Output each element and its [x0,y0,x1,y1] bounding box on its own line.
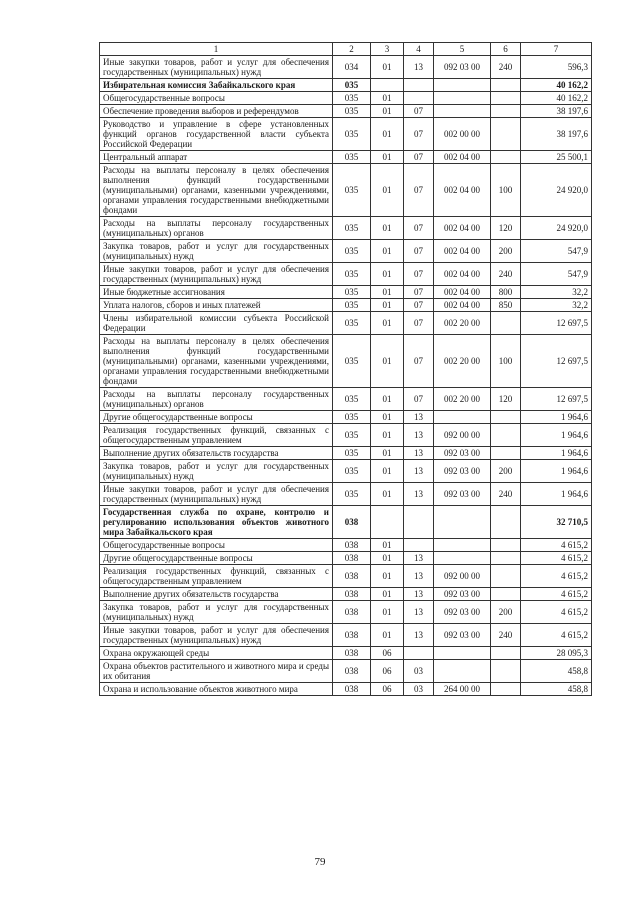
row-code-cell-c7: 38 197,6 [521,105,592,118]
row-code-cell-c2: 035 [333,299,371,312]
table-row [100,286,592,299]
table-row [100,151,592,164]
row-code-cell-c3: 01 [371,164,404,217]
row-code-cell-c4: 13 [404,56,434,79]
table-row [100,335,592,388]
row-code-cell-c4: 07 [404,164,434,217]
row-code-cell-c5: 002 04 00 [434,286,491,299]
row-code-cell-c5: 092 03 00 [434,588,491,601]
row-code-cell-c6 [491,424,521,447]
row-code-cell-c2: 035 [333,447,371,460]
row-code-cell-c3: 01 [371,588,404,601]
row-code-cell-c4: 13 [404,411,434,424]
row-code-cell-c6 [491,683,521,696]
row-code-cell-c7: 32 710,5 [521,506,592,539]
row-code-cell-c5 [434,647,491,660]
table-row [100,79,592,92]
row-code-cell-c7: 32,2 [521,299,592,312]
row-code-cell-c4: 07 [404,105,434,118]
row-code-cell-c5: 002 04 00 [434,299,491,312]
table-row [100,483,592,506]
row-code-cell-c6 [491,447,521,460]
row-code-cell-c2: 035 [333,164,371,217]
row-code-cell-c7: 1 964,6 [521,411,592,424]
row-code-cell-c7: 28 095,3 [521,647,592,660]
row-code-cell-c3: 01 [371,312,404,335]
row-code-cell-c5 [434,105,491,118]
row-code-cell-c2: 035 [333,263,371,286]
row-code-cell-c4: 13 [404,424,434,447]
row-code-cell-c6 [491,552,521,565]
row-code-cell-c7: 24 920,0 [521,164,592,217]
row-code-cell-c4: 07 [404,286,434,299]
table-row [100,565,592,588]
row-code-cell-c5: 002 20 00 [434,335,491,388]
row-name-cell: Иные закупки товаров, работ и услуг для обеспечения государственных (муниципальных) нужд [100,624,333,647]
table-row [100,411,592,424]
table-row [100,217,592,240]
row-code-cell-c7: 4 615,2 [521,624,592,647]
row-code-cell-c5: 092 00 00 [434,565,491,588]
row-code-cell-c6 [491,660,521,683]
row-name-cell: Руководство и управление в сфере установленных функций органов государственной власти субъекта Российской Федерации [100,118,333,151]
row-code-cell-c3: 01 [371,299,404,312]
header-cell: 7 [521,43,592,56]
row-code-cell-c2: 035 [333,105,371,118]
row-code-cell-c2: 038 [333,601,371,624]
row-name-cell: Уплата налогов, сборов и иных платежей [100,299,333,312]
row-code-cell-c4: 03 [404,660,434,683]
row-name-cell: Расходы на выплаты персоналу в целях обеспечения выполнения функций государственными (муниципальными) органами, казенными учреждениями, органами управления государственными внебюджетными фондами [100,335,333,388]
table-row [100,388,592,411]
row-code-cell-c6: 240 [491,263,521,286]
row-code-cell-c2: 035 [333,460,371,483]
row-code-cell-c5 [434,660,491,683]
row-code-cell-c6 [491,79,521,92]
row-code-cell-c4: 07 [404,263,434,286]
row-code-cell-c7: 4 615,2 [521,539,592,552]
row-code-cell-c4: 03 [404,683,434,696]
row-code-cell-c4: 07 [404,335,434,388]
row-code-cell-c7: 1 964,6 [521,424,592,447]
row-code-cell-c3: 01 [371,92,404,105]
row-code-cell-c2: 035 [333,151,371,164]
row-code-cell-c5 [434,92,491,105]
row-code-cell-c2: 038 [333,552,371,565]
row-code-cell-c5 [434,411,491,424]
row-code-cell-c7: 25 500,1 [521,151,592,164]
row-code-cell-c4: 07 [404,240,434,263]
row-name-cell: Расходы на выплаты персоналу в целях обеспечения выполнения функций государственными (муниципальными) органами, казенными учреждениями, органами управления государственными внебюджетными фондами [100,164,333,217]
table-row [100,447,592,460]
table-row [100,460,592,483]
header-cell: 3 [371,43,404,56]
row-code-cell-c6 [491,647,521,660]
header-cell: 5 [434,43,491,56]
row-name-cell: Выполнение других обязательств государства [100,588,333,601]
row-code-cell-c5: 092 03 00 [434,447,491,460]
row-code-cell-c3: 01 [371,286,404,299]
row-code-cell-c4 [404,92,434,105]
row-code-cell-c2: 035 [333,286,371,299]
row-name-cell: Закупка товаров, работ и услуг для государственных (муниципальных) нужд [100,460,333,483]
row-code-cell-c2: 035 [333,92,371,105]
row-code-cell-c6: 200 [491,601,521,624]
row-code-cell-c2: 038 [333,565,371,588]
row-code-cell-c4: 07 [404,299,434,312]
row-code-cell-c7: 596,3 [521,56,592,79]
row-code-cell-c7: 1 964,6 [521,483,592,506]
row-code-cell-c7: 40 162,2 [521,92,592,105]
row-name-cell: Охрана объектов растительного и животного мира и среды их обитания [100,660,333,683]
budget-table [99,42,592,696]
row-code-cell-c3: 01 [371,388,404,411]
row-name-cell: Расходы на выплаты персоналу государственных (муниципальных) органов [100,388,333,411]
row-name-cell: Реализация государственных функций, связанных с общегосударственным управлением [100,424,333,447]
row-code-cell-c5: 002 20 00 [434,312,491,335]
row-code-cell-c4 [404,506,434,539]
row-code-cell-c7: 24 920,0 [521,217,592,240]
row-code-cell-c6 [491,118,521,151]
row-code-cell-c5: 002 04 00 [434,151,491,164]
header-cell: 6 [491,43,521,56]
header-cell: 1 [100,43,333,56]
row-code-cell-c5: 092 00 00 [434,424,491,447]
row-name-cell: Иные закупки товаров, работ и услуг для обеспечения государственных (муниципальных) нужд [100,483,333,506]
row-name-cell: Закупка товаров, работ и услуг для государственных (муниципальных) нужд [100,240,333,263]
row-code-cell-c5: 002 04 00 [434,263,491,286]
row-name-cell: Реализация государственных функций, связанных с общегосударственным управлением [100,565,333,588]
row-code-cell-c5: 092 03 00 [434,601,491,624]
row-code-cell-c4: 07 [404,312,434,335]
table-row [100,424,592,447]
row-code-cell-c2: 035 [333,424,371,447]
row-code-cell-c3: 01 [371,335,404,388]
row-name-cell: Иные закупки товаров, работ и услуг для обеспечения государственных (муниципальных) нужд [100,263,333,286]
row-code-cell-c7: 4 615,2 [521,588,592,601]
row-code-cell-c7: 547,9 [521,240,592,263]
table-row [100,588,592,601]
row-name-cell: Центральный аппарат [100,151,333,164]
row-code-cell-c7: 1 964,6 [521,447,592,460]
row-code-cell-c5 [434,552,491,565]
row-code-cell-c7: 32,2 [521,286,592,299]
table-row [100,105,592,118]
row-code-cell-c2: 034 [333,56,371,79]
row-code-cell-c6 [491,105,521,118]
table-row [100,240,592,263]
row-code-cell-c2: 035 [333,79,371,92]
row-code-cell-c4: 07 [404,151,434,164]
row-code-cell-c4 [404,79,434,92]
row-code-cell-c6 [491,588,521,601]
row-code-cell-c6 [491,539,521,552]
table-header-row [100,43,592,56]
row-code-cell-c6: 120 [491,217,521,240]
row-code-cell-c6: 850 [491,299,521,312]
row-code-cell-c3: 01 [371,217,404,240]
row-name-cell: Иные бюджетные ассигнования [100,286,333,299]
row-code-cell-c4: 13 [404,460,434,483]
row-code-cell-c5: 264 00 00 [434,683,491,696]
row-code-cell-c7: 1 964,6 [521,460,592,483]
row-code-cell-c5: 002 04 00 [434,240,491,263]
row-code-cell-c3: 01 [371,460,404,483]
row-code-cell-c5: 092 03 00 [434,460,491,483]
table-row [100,601,592,624]
row-code-cell-c2: 038 [333,624,371,647]
row-code-cell-c6: 240 [491,56,521,79]
row-name-cell: Иные закупки товаров, работ и услуг для обеспечения государственных (муниципальных) нужд [100,56,333,79]
row-code-cell-c7: 12 697,5 [521,335,592,388]
header-cell: 2 [333,43,371,56]
row-name-cell: Охрана и использование объектов животного мира [100,683,333,696]
row-code-cell-c6: 240 [491,624,521,647]
table-row [100,624,592,647]
row-name-cell: Члены избирательной комиссии субъекта Российской Федерации [100,312,333,335]
row-code-cell-c7: 4 615,2 [521,552,592,565]
header-cell: 4 [404,43,434,56]
row-code-cell-c2: 035 [333,411,371,424]
row-code-cell-c4: 13 [404,601,434,624]
row-code-cell-c7: 38 197,6 [521,118,592,151]
row-code-cell-c4: 13 [404,447,434,460]
row-name-cell: Общегосударственные вопросы [100,539,333,552]
row-code-cell-c3: 01 [371,447,404,460]
page-number: 79 [314,856,326,868]
row-name-cell: Другие общегосударственные вопросы [100,552,333,565]
table-row [100,92,592,105]
row-code-cell-c4: 13 [404,624,434,647]
row-name-cell: Избирательная комиссия Забайкальского края [100,79,333,92]
row-code-cell-c6: 200 [491,460,521,483]
row-code-cell-c2: 035 [333,388,371,411]
row-code-cell-c3: 06 [371,660,404,683]
row-code-cell-c7: 4 615,2 [521,601,592,624]
row-code-cell-c3: 01 [371,105,404,118]
row-code-cell-c4: 13 [404,565,434,588]
row-code-cell-c7: 458,8 [521,660,592,683]
row-code-cell-c3: 01 [371,483,404,506]
row-code-cell-c5 [434,539,491,552]
table-row [100,506,592,539]
table-row [100,660,592,683]
table-row [100,56,592,79]
row-code-cell-c3 [371,79,404,92]
table-row [100,552,592,565]
row-code-cell-c5: 092 03 00 [434,56,491,79]
row-code-cell-c4: 13 [404,588,434,601]
row-code-cell-c4: 07 [404,388,434,411]
row-code-cell-c2: 035 [333,483,371,506]
row-code-cell-c3: 01 [371,118,404,151]
row-code-cell-c6: 800 [491,286,521,299]
row-name-cell: Охрана окружающей среды [100,647,333,660]
row-code-cell-c7: 12 697,5 [521,388,592,411]
table-row [100,299,592,312]
row-code-cell-c7: 40 162,2 [521,79,592,92]
row-code-cell-c4: 07 [404,118,434,151]
row-code-cell-c6 [491,411,521,424]
row-code-cell-c2: 038 [333,539,371,552]
table-row [100,164,592,217]
row-code-cell-c6 [491,151,521,164]
row-code-cell-c3: 01 [371,56,404,79]
row-code-cell-c5: 002 04 00 [434,217,491,240]
row-code-cell-c3: 01 [371,411,404,424]
row-code-cell-c2: 038 [333,588,371,601]
row-code-cell-c4: 13 [404,483,434,506]
table-row [100,118,592,151]
row-code-cell-c2: 035 [333,217,371,240]
row-name-cell: Расходы на выплаты персоналу государственных (муниципальных) органов [100,217,333,240]
row-code-cell-c6 [491,506,521,539]
row-code-cell-c3: 01 [371,565,404,588]
row-code-cell-c5: 092 03 00 [434,624,491,647]
row-code-cell-c7: 12 697,5 [521,312,592,335]
row-code-cell-c4 [404,539,434,552]
table-row [100,312,592,335]
row-code-cell-c3: 01 [371,424,404,447]
row-code-cell-c5: 002 04 00 [434,164,491,217]
row-code-cell-c2: 035 [333,335,371,388]
row-code-cell-c3: 01 [371,151,404,164]
row-code-cell-c3: 01 [371,539,404,552]
row-code-cell-c3: 01 [371,240,404,263]
row-code-cell-c6: 240 [491,483,521,506]
row-code-cell-c2: 038 [333,647,371,660]
row-code-cell-c7: 547,9 [521,263,592,286]
row-code-cell-c4 [404,647,434,660]
row-code-cell-c2: 038 [333,660,371,683]
row-code-cell-c6 [491,312,521,335]
table-row [100,263,592,286]
row-name-cell: Другие общегосударственные вопросы [100,411,333,424]
row-code-cell-c6: 200 [491,240,521,263]
row-code-cell-c5 [434,79,491,92]
row-code-cell-c5 [434,506,491,539]
row-name-cell: Общегосударственные вопросы [100,92,333,105]
row-code-cell-c2: 038 [333,683,371,696]
row-code-cell-c3: 06 [371,647,404,660]
row-code-cell-c5: 002 20 00 [434,388,491,411]
row-code-cell-c6 [491,92,521,105]
row-name-cell: Выполнение других обязательств государства [100,447,333,460]
row-name-cell: Обеспечение проведения выборов и референдумов [100,105,333,118]
row-code-cell-c3: 06 [371,683,404,696]
row-code-cell-c7: 4 615,2 [521,565,592,588]
row-code-cell-c2: 038 [333,506,371,539]
table-row [100,647,592,660]
row-code-cell-c3: 01 [371,624,404,647]
table-row [100,683,592,696]
row-code-cell-c2: 035 [333,118,371,151]
row-code-cell-c5: 092 03 00 [434,483,491,506]
row-code-cell-c6 [491,565,521,588]
row-code-cell-c3: 01 [371,601,404,624]
row-code-cell-c4: 13 [404,552,434,565]
row-code-cell-c5: 002 00 00 [434,118,491,151]
row-name-cell: Государственная служба по охране, контролю и регулированию использования объектов животного мира Забайкальского края [100,506,333,539]
row-code-cell-c2: 035 [333,312,371,335]
row-code-cell-c2: 035 [333,240,371,263]
row-code-cell-c7: 458,8 [521,683,592,696]
table-row [100,539,592,552]
row-name-cell: Закупка товаров, работ и услуг для государственных (муниципальных) нужд [100,601,333,624]
row-code-cell-c4: 07 [404,217,434,240]
budget-table-body [100,43,592,696]
row-code-cell-c3 [371,506,404,539]
row-code-cell-c3: 01 [371,263,404,286]
row-code-cell-c6: 120 [491,388,521,411]
row-code-cell-c6: 100 [491,164,521,217]
row-code-cell-c6: 100 [491,335,521,388]
row-code-cell-c3: 01 [371,552,404,565]
